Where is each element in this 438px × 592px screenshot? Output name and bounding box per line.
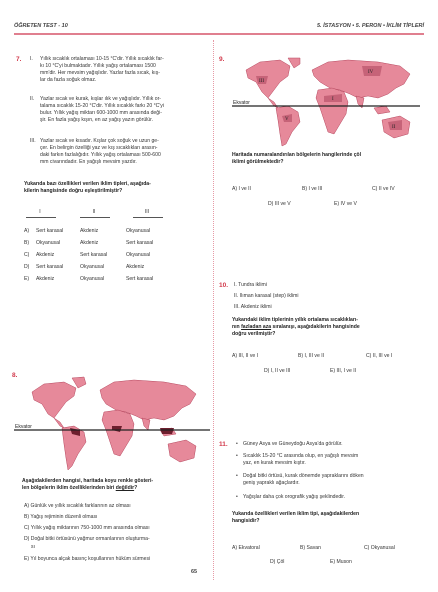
list-item: I. Tundra iklimi (234, 282, 267, 288)
statement-line: mm'dir. Her mevsim yağışlıdır. Yazlar fazla sıcak, kış- (40, 69, 160, 76)
question-text: sıralanışı, aşağıdakilerin hangisinde (271, 323, 360, 330)
option-key: E) (24, 556, 30, 562)
statement-line: Yazlar sıcak ve kurak, kışlar ılık ve yağışlıdır. Yıllık or- (40, 96, 161, 102)
q7-question-stem (24, 181, 210, 195)
region-label-ii: II (392, 125, 396, 130)
col-header: II (92, 209, 96, 215)
option-text: I, II ve III (270, 368, 291, 374)
option-cell: Sert karasal (80, 252, 108, 258)
option-text: I ve III (308, 186, 323, 192)
section-title: 5. İSTASYON • 5. PERON • İKLİM TİPLERİ (316, 23, 424, 29)
bullet-item (243, 453, 423, 467)
option-text: III ve V (274, 201, 291, 207)
q11-question-stem (232, 511, 422, 525)
equator-label: Ekvator (233, 100, 250, 106)
option-key: D) (268, 201, 274, 207)
statement-line: mm civarındadır. En yağışlı mevsim yazdır. (40, 158, 137, 165)
option-key: C) (24, 252, 30, 258)
option-text: Okyanusal (370, 545, 395, 551)
question-7-number: 7. (16, 56, 22, 63)
option-text: I, III ve II (304, 353, 325, 359)
option-cell: Akdeniz (36, 276, 55, 282)
statement-line: daki farkın fazlalığıdır. Yıllık yağış ortalaması 500-600 (40, 151, 161, 158)
question-line: Yukarıda özellikleri verilen iklim tipi, aşağıdakilerden (232, 511, 360, 517)
answer-option-e[interactable] (330, 559, 352, 565)
question-line: hangisidir? (232, 517, 260, 524)
option-text: II, III ve I (372, 353, 393, 359)
option-key: E) (334, 201, 340, 207)
header-rule (14, 33, 424, 35)
option-text: III, II ve I (238, 353, 259, 359)
bullet-icon: • (236, 453, 238, 459)
option-text: Yıllık yağış miktarının 750-1000 mm arasında olması (30, 525, 150, 531)
world-map-q8 (14, 374, 210, 476)
answer-option-d[interactable] (264, 368, 290, 374)
answer-option-a[interactable] (232, 545, 260, 551)
answer-option-b[interactable] (302, 186, 322, 192)
world-map-q9 (232, 56, 420, 150)
question-11-number: 11. (219, 441, 228, 448)
col-header: III (144, 209, 150, 215)
q9-question-stem (232, 152, 422, 166)
q8-question-stem (22, 478, 210, 492)
region-label-v: V (285, 117, 289, 122)
option-key: B) (298, 353, 304, 359)
col-underline (133, 217, 163, 218)
option-cell: Okyanusal (80, 276, 105, 282)
question-end: ? (134, 484, 138, 491)
question-text: nın (232, 323, 242, 330)
option-text: Yağış rejiminin düzenli olması (30, 514, 98, 520)
option-key: C) (364, 545, 370, 551)
page-header (14, 17, 424, 35)
page-number: 65 (191, 569, 198, 575)
option-text: Ekvatoral (238, 545, 260, 551)
option-text: III, I ve II (336, 368, 357, 374)
region-label-iv: IV (368, 70, 374, 75)
col-header: I (39, 209, 41, 215)
option-text: II ve IV (378, 186, 395, 192)
option-key: A) (232, 186, 238, 192)
question-line (22, 485, 210, 492)
region-label-iii: III (259, 79, 264, 84)
q10-question-stem (232, 317, 422, 338)
col-underline (26, 217, 56, 218)
bullet-line: geniş yapraklı ağaçlardır. (243, 479, 300, 486)
option-key: A) (24, 228, 30, 234)
option-cell: Sert karasal (126, 276, 154, 282)
option-key: D) (270, 559, 276, 565)
option-key: C) (366, 353, 372, 359)
option-text: Doğal bitki örtüsünü yağmur ormanlarının oluşturma- (30, 536, 150, 542)
bullet-line: yaz, en kurak mevsim kıştır. (243, 459, 306, 466)
question-line: Yukarıda bazı özellikleri verilen iklim tipleri, aşağıda- (24, 181, 151, 187)
option-key: E) (330, 368, 336, 374)
statement-line: bulur. Yıllık yağış miktarı 600-1000 mm arasında deği- (40, 109, 162, 116)
list-item: III. Akdeniz iklimi (234, 304, 272, 310)
option-key: A) (232, 353, 238, 359)
question-line: iklimi görülmektedir? (232, 158, 284, 165)
answer-option-a[interactable] (232, 353, 258, 359)
bullet-line: Doğal bitki örtüsü, kurak dönemde yapraklarını döken (243, 473, 364, 479)
bullet-item (243, 441, 423, 448)
question-line: doğru verilmiştir? (232, 330, 276, 337)
option-cell: Akdeniz (126, 264, 145, 270)
statement-roman: III. (30, 138, 36, 144)
equator-label: Ekvator (15, 424, 32, 430)
statement-line: şir. En fazla yağış kışın, en az yağış yazın görülür. (40, 116, 153, 123)
option-key: E) (24, 276, 30, 282)
option-text: Yıl boyunca alçak basınç koşullarının hüküm sürmesi (30, 556, 151, 562)
answer-option-e[interactable] (334, 201, 357, 207)
answer-option-e[interactable] (24, 556, 150, 562)
option-text: I ve II (238, 186, 251, 192)
bullet-icon: • (236, 473, 238, 479)
answer-option-c[interactable] (364, 545, 395, 551)
statement-roman: I. (30, 56, 33, 62)
map-landmass (32, 377, 196, 470)
option-cell: Akdeniz (36, 252, 55, 258)
answer-option-a[interactable] (24, 503, 131, 509)
option-text: Savan (306, 545, 321, 551)
bullet-item (243, 494, 423, 501)
question-text: len bölgelerin iklim özelliklerinden biri (22, 484, 116, 491)
question-emphasis: değildir (115, 484, 135, 491)
answer-option-e[interactable] (330, 368, 356, 374)
option-key: D) (264, 368, 270, 374)
option-key: D) (24, 264, 30, 270)
option-key: B) (24, 514, 30, 520)
bullet-icon: • (236, 441, 238, 447)
question-9-number: 9. (219, 56, 225, 63)
option-cell: Sert karasal (36, 228, 64, 234)
bullet-line: Güney Asya ve Güneydoğu Asya'da görülür. (243, 441, 343, 447)
answer-option-c[interactable] (24, 525, 150, 531)
question-line: Haritada numaralandırılan bölgelerin hangilerinde çöl (232, 152, 362, 158)
option-cell: Okyanusal (36, 240, 61, 246)
option-key: D) (24, 536, 30, 542)
bullet-icon: • (236, 494, 238, 500)
option-text: Günlük ve yıllık sıcaklık farklarının az olması (30, 503, 131, 509)
column-divider (213, 40, 214, 580)
bullet-line: Sıcaklık 15-20 °C arasında olup, en yağışlı mevsim (243, 453, 359, 459)
answer-option-d-cont: sı (31, 544, 35, 550)
option-text: Çöl (276, 559, 285, 565)
option-key: C) (372, 186, 378, 192)
option-key: C) (24, 525, 30, 531)
question-line (232, 324, 422, 331)
bullet-line: Yağışlar daha çok orografik yağış şeklindedir. (243, 494, 346, 500)
option-key: E) (330, 559, 336, 565)
option-key: A) (24, 503, 30, 509)
option-key: B) (24, 240, 30, 246)
option-cell: Okyanusal (80, 264, 105, 270)
answer-option-c[interactable] (372, 186, 395, 192)
bullet-item (243, 473, 423, 487)
list-item: II. Ilıman karasal (step) iklimi (234, 293, 299, 299)
statement-line: çer. En belirgin özelliği yaz ve kış sıcaklıkları arasın- (40, 144, 158, 151)
option-key: A) (232, 545, 238, 551)
question-8-number: 8. (12, 372, 18, 379)
statement-line: kı 10 °C'yi bulmaktadır. Yıllık yağış ortalaması 1500 (40, 62, 156, 69)
region-label-i: I (332, 97, 334, 102)
answer-option-b[interactable] (298, 353, 324, 359)
option-key: B) (300, 545, 306, 551)
answer-option-c[interactable] (366, 353, 392, 359)
option-cell: Sert karasal (36, 264, 64, 270)
option-cell: Akdeniz (80, 228, 99, 234)
option-text: Muson (336, 559, 352, 565)
statement-line: Yazlar sıcak ve kısadır. Kışlar çok soğuk ve uzun ge- (40, 138, 159, 144)
statement-line: Yıllık sıcaklık ortalaması 10-15 °C'dir. Yıllık sıcaklık far- (40, 56, 164, 62)
answer-option-b[interactable] (300, 545, 321, 551)
statement-line: talama sıcaklık 15-20 °C'dir. Yıllık sıcaklık farkı 20 °C'yi (40, 102, 164, 109)
answer-option-d[interactable] (268, 201, 291, 207)
question-10-number: 10. (219, 282, 229, 289)
option-cell: Akdeniz (80, 240, 99, 246)
statement-line: lar da fazla soğuk olmaz. (40, 76, 97, 83)
answer-option-d[interactable] (24, 536, 150, 542)
option-key: B) (302, 186, 308, 192)
option-text: IV ve V (340, 201, 357, 207)
question-emphasis: fazladan aza (241, 323, 272, 330)
col-underline (80, 217, 110, 218)
question-line: Aşağıdakilerden hangisi, haritada koyu renkle gösteri- (22, 478, 154, 484)
option-cell: Sert karasal (126, 240, 154, 246)
answer-option-d[interactable] (270, 559, 284, 565)
question-line: kilerin hangisinde doğru eşleştirilmiştir? (24, 187, 123, 194)
statement-roman: II. (30, 96, 35, 102)
option-cell: Okyanusal (126, 252, 151, 258)
test-title: ÖĞRETEN TEST - 10 (14, 23, 68, 29)
answer-option-b[interactable] (24, 514, 97, 520)
option-cell: Okyanusal (126, 228, 151, 234)
question-line: Yukarıdaki iklim tiplerinin yıllık ortalama sıcaklıkları- (232, 317, 358, 323)
answer-option-a[interactable] (232, 186, 251, 192)
